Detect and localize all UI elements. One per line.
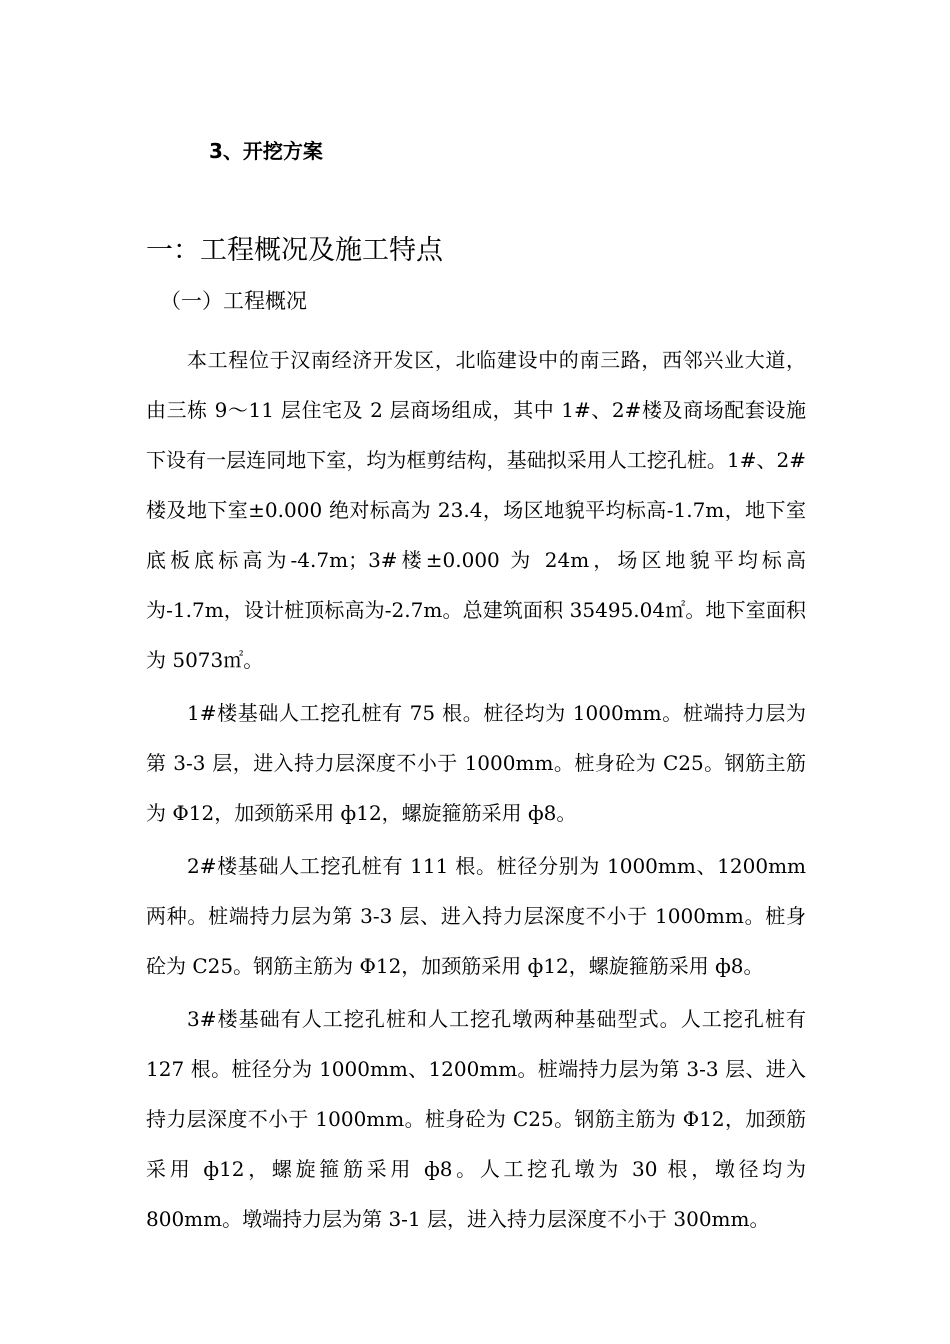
- paragraph-project-overview: 本工程位于汉南经济开发区，北临建设中的南三路，西邻兴业大道，由三栋 9～11 层住宅及 2 层商场组成，其中 1#、2#楼及商场配套设施下设有一层连同地下室，均为框剪结构，基础拟采用人工挖孔桩。1#、2#楼及地下室±0.000 绝对标高为 23.4，场区地貌平均标高-1.7m，地下室底板底标高为-4.7m；3#楼±0.000 为 24m，场区地貌平均标高为-1.7m，设计桩顶标高为-2.7m。总建筑面积 35495.04㎡。地下室面积为 5073㎡。: [146, 348, 806, 672]
- paragraph-building-3: 3#楼基础有人工挖孔桩和人工挖孔墩两种基础型式。人工挖孔桩有 127 根。桩径分为 1000mm、1200mm。桩端持力层为第 3-3 层、进入持力层深度不小于 1000mm。桩身砼为 C25。钢筋主筋为 Φ12，加颈筋采用 ф12，螺旋箍筋采用 ф8。人工挖孔墩为 30 根，墩径均为 800mm。墩端持力层为第 3-1 层，进入持力层深度不小于 300mm。: [146, 1007, 806, 1231]
- paragraph-building-2: 2#楼基础人工挖孔桩有 111 根。桩径分别为 1000mm、1200mm 两种。桩端持力层为第 3-3 层、进入持力层深度不小于 1000mm。桩身砼为 C25。钢筋主筋为 Φ12，加颈筋采用 ф12，螺旋箍筋采用 ф8。: [146, 854, 806, 978]
- paragraph-building-1: 1#楼基础人工挖孔桩有 75 根。桩径均为 1000mm。桩端持力层为第 3-3 层，进入持力层深度不小于 1000mm。桩身砼为 C25。钢筋主筋为 Φ12，加颈筋采用 ф12，螺旋箍筋采用 ф8。: [146, 701, 806, 825]
- document-body: [146, 335, 806, 1247]
- subsection-heading: （一）工程概况: [160, 289, 307, 313]
- chapter-heading: 一：工程概况及施工特点: [146, 235, 443, 266]
- section-label: 3、开挖方案: [209, 139, 323, 163]
